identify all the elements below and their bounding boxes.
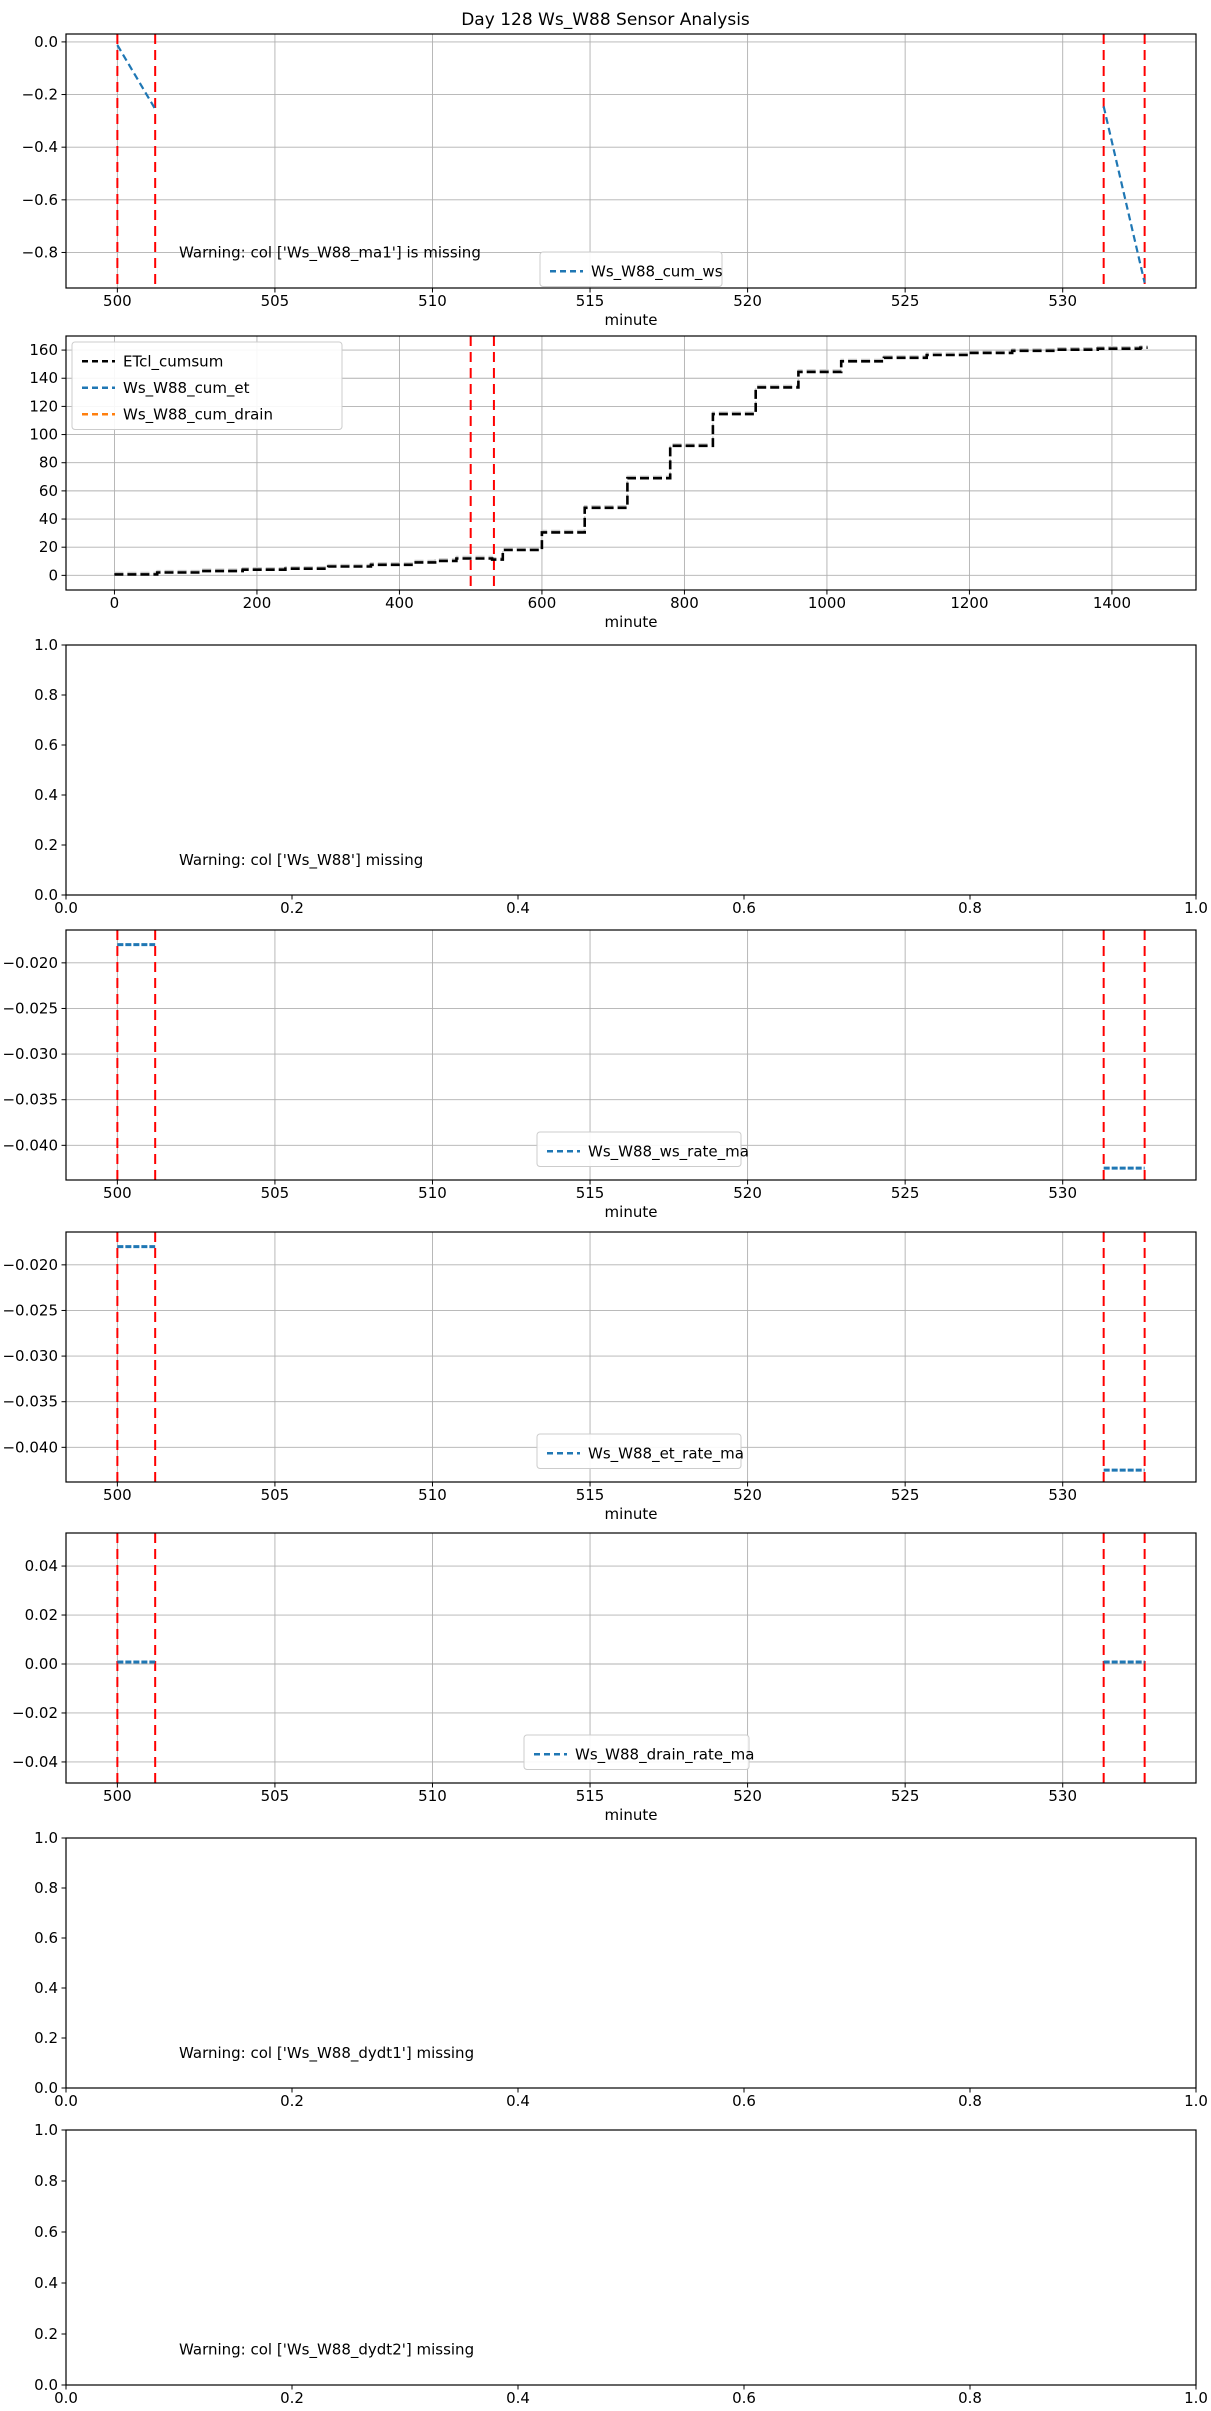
x-tick-label: 1.0 (1184, 2092, 1208, 2110)
y-tick-label: 60 (38, 481, 58, 500)
y-tick-label: 20 (38, 538, 58, 557)
x-tick-label: 525 (890, 1184, 920, 1202)
subplot-6 (12, 1533, 1196, 1824)
x-tick-label: 510 (418, 292, 447, 310)
x-axis-label: minute (604, 311, 658, 329)
subplot-1 (22, 33, 1196, 329)
y-tick-label: −0.4 (21, 138, 58, 157)
y-tick-label: −0.8 (21, 243, 58, 262)
x-tick-label: 510 (418, 1486, 447, 1504)
x-tick-label: 0.6 (732, 2389, 756, 2407)
x-tick-label: 0.0 (54, 2092, 78, 2110)
x-tick-label: 505 (260, 292, 290, 310)
x-tick-label: 525 (890, 292, 920, 310)
x-tick-label: 0.8 (958, 2092, 982, 2110)
x-tick-label: 520 (733, 1787, 762, 1805)
y-tick-label: 0.2 (34, 2029, 58, 2047)
y-tick-label: −0.04 (12, 1752, 58, 1771)
y-tick-label: 0.0 (34, 2376, 58, 2394)
legend-label: ETcl_cumsum (123, 352, 224, 371)
x-tick-label: 510 (418, 1184, 447, 1202)
x-tick-label: 0.0 (54, 2389, 78, 2407)
warning-text: Warning: col ['Ws_W88'] missing (179, 851, 424, 869)
x-tick-label: 1.0 (1184, 2389, 1208, 2407)
x-tick-label: 800 (670, 594, 699, 612)
legend (72, 342, 342, 430)
y-tick-label: 0.8 (34, 1879, 58, 1897)
y-tick-label: 0.04 (24, 1557, 58, 1576)
x-tick-label: 200 (242, 594, 272, 612)
subplot-7 (34, 1829, 1208, 2110)
x-tick-label: 1200 (950, 594, 989, 612)
y-tick-label: −0.025 (2, 1301, 58, 1320)
x-tick-label: 505 (260, 1184, 290, 1202)
y-tick-label: 0.6 (34, 2223, 58, 2241)
warning-text: Warning: col ['Ws_W88_dydt2'] missing (179, 2340, 475, 2359)
x-tick-label: 0.6 (732, 2092, 756, 2110)
y-tick-label: 0.0 (34, 32, 58, 51)
x-tick-label: 400 (385, 594, 414, 612)
x-tick-label: 530 (1048, 1787, 1078, 1805)
y-tick-label: 1.0 (34, 1829, 58, 1847)
y-tick-label: 0.8 (34, 2172, 58, 2190)
x-tick-label: 505 (260, 1787, 290, 1805)
y-tick-label: −0.030 (2, 1045, 58, 1064)
y-tick-label: −0.030 (2, 1347, 58, 1366)
y-tick-label: −0.025 (2, 999, 58, 1018)
y-tick-label: −0.040 (2, 1438, 58, 1457)
x-tick-label: 520 (733, 292, 762, 310)
x-tick-label: 505 (260, 1486, 290, 1504)
warning-text: Warning: col ['Ws_W88_dydt1'] missing (179, 2044, 475, 2062)
x-tick-label: 0.2 (280, 899, 304, 917)
y-tick-label: −0.020 (2, 953, 58, 972)
legend (537, 1132, 749, 1167)
y-tick-label: −0.6 (21, 190, 58, 209)
x-axis-label: minute (604, 1505, 658, 1523)
x-tick-label: 530 (1048, 1486, 1078, 1504)
x-tick-label: 0.8 (958, 2389, 982, 2407)
y-tick-label: 0 (48, 566, 58, 585)
y-tick-label: 0.4 (34, 1979, 58, 1997)
legend (524, 1735, 754, 1770)
series-Ws_W88_cum_ws (117, 45, 155, 109)
y-tick-label: 0.00 (24, 1654, 58, 1673)
subplot-2 (29, 336, 1196, 631)
x-tick-label: 515 (575, 1486, 605, 1504)
y-tick-label: 0.8 (34, 686, 58, 704)
y-tick-label: 0.2 (34, 836, 58, 854)
legend-label: Ws_W88_et_rate_ma (588, 1444, 744, 1463)
y-tick-label: −0.035 (2, 1392, 58, 1411)
x-tick-label: 1000 (807, 594, 847, 612)
y-tick-label: −0.02 (12, 1703, 58, 1722)
x-axis-label: minute (604, 1203, 658, 1221)
x-tick-label: 0.8 (958, 899, 982, 917)
y-tick-label: 120 (29, 397, 58, 416)
y-tick-label: 0.0 (34, 886, 58, 904)
y-tick-label: 0.6 (34, 1929, 58, 1947)
x-tick-label: 515 (575, 1184, 605, 1202)
y-tick-label: 0.4 (34, 786, 58, 804)
x-tick-label: 500 (103, 1184, 132, 1202)
y-tick-label: −0.040 (2, 1136, 58, 1155)
y-tick-label: 160 (29, 341, 58, 360)
legend-label: Ws_W88_cum_ws (591, 262, 723, 281)
subplot-8 (34, 2121, 1208, 2407)
subplot-3 (34, 636, 1208, 917)
subplot-4 (2, 930, 1196, 1221)
x-tick-label: 520 (733, 1184, 762, 1202)
x-tick-label: 0.4 (506, 2092, 530, 2110)
legend-label: Ws_W88_cum_drain (123, 405, 273, 424)
y-tick-label: 100 (29, 425, 58, 444)
x-tick-label: 525 (890, 1486, 920, 1504)
x-tick-label: 1400 (1092, 594, 1132, 612)
y-tick-label: 0.0 (34, 2079, 58, 2097)
x-tick-label: 500 (103, 1486, 132, 1504)
y-tick-label: −0.035 (2, 1090, 58, 1109)
legend-label: Ws_W88_cum_et (123, 378, 250, 397)
x-axis-label: minute (604, 613, 658, 631)
x-tick-label: 500 (103, 1787, 132, 1805)
x-tick-label: 600 (527, 594, 557, 612)
y-tick-label: 0.02 (24, 1606, 58, 1625)
series-Ws_W88_cum_ws (1104, 106, 1145, 282)
x-tick-label: 525 (890, 1787, 920, 1805)
x-tick-label: 0.2 (280, 2389, 304, 2407)
x-tick-label: 510 (418, 1787, 447, 1805)
x-tick-label: 0 (109, 594, 120, 612)
x-tick-label: 515 (575, 292, 605, 310)
x-tick-label: 520 (733, 1486, 762, 1504)
y-tick-label: −0.020 (2, 1255, 58, 1274)
legend (537, 1434, 744, 1469)
legend (540, 252, 723, 287)
legend-label: Ws_W88_ws_rate_ma (588, 1142, 749, 1161)
x-tick-label: 515 (575, 1787, 605, 1805)
y-tick-label: 140 (29, 369, 58, 388)
x-tick-label: 0.6 (732, 899, 756, 917)
x-tick-label: 0.4 (506, 2389, 530, 2407)
x-tick-label: 0.0 (54, 899, 78, 917)
y-tick-label: 0.6 (34, 736, 58, 754)
y-tick-label: −0.2 (21, 85, 58, 104)
x-tick-label: 500 (103, 292, 132, 310)
y-tick-label: 1.0 (34, 636, 58, 654)
y-tick-label: 0.4 (34, 2274, 58, 2292)
x-axis-label: minute (604, 1806, 658, 1824)
y-tick-label: 1.0 (34, 2121, 58, 2139)
x-tick-label: 0.2 (280, 2092, 304, 2110)
legend-label: Ws_W88_drain_rate_ma (575, 1745, 755, 1764)
x-tick-label: 1.0 (1184, 899, 1208, 917)
y-tick-label: 0.2 (34, 2325, 58, 2343)
y-tick-label: 40 (38, 510, 58, 529)
x-tick-label: 530 (1048, 1184, 1078, 1202)
subplot-5 (2, 1232, 1196, 1523)
x-tick-label: 530 (1048, 292, 1078, 310)
y-tick-label: 80 (38, 453, 58, 472)
x-tick-label: 0.4 (506, 899, 530, 917)
warning-text: Warning: col ['Ws_W88_ma1'] is missing (179, 243, 481, 262)
figure-title: Day 128 Ws_W88 Sensor Analysis (461, 10, 750, 30)
